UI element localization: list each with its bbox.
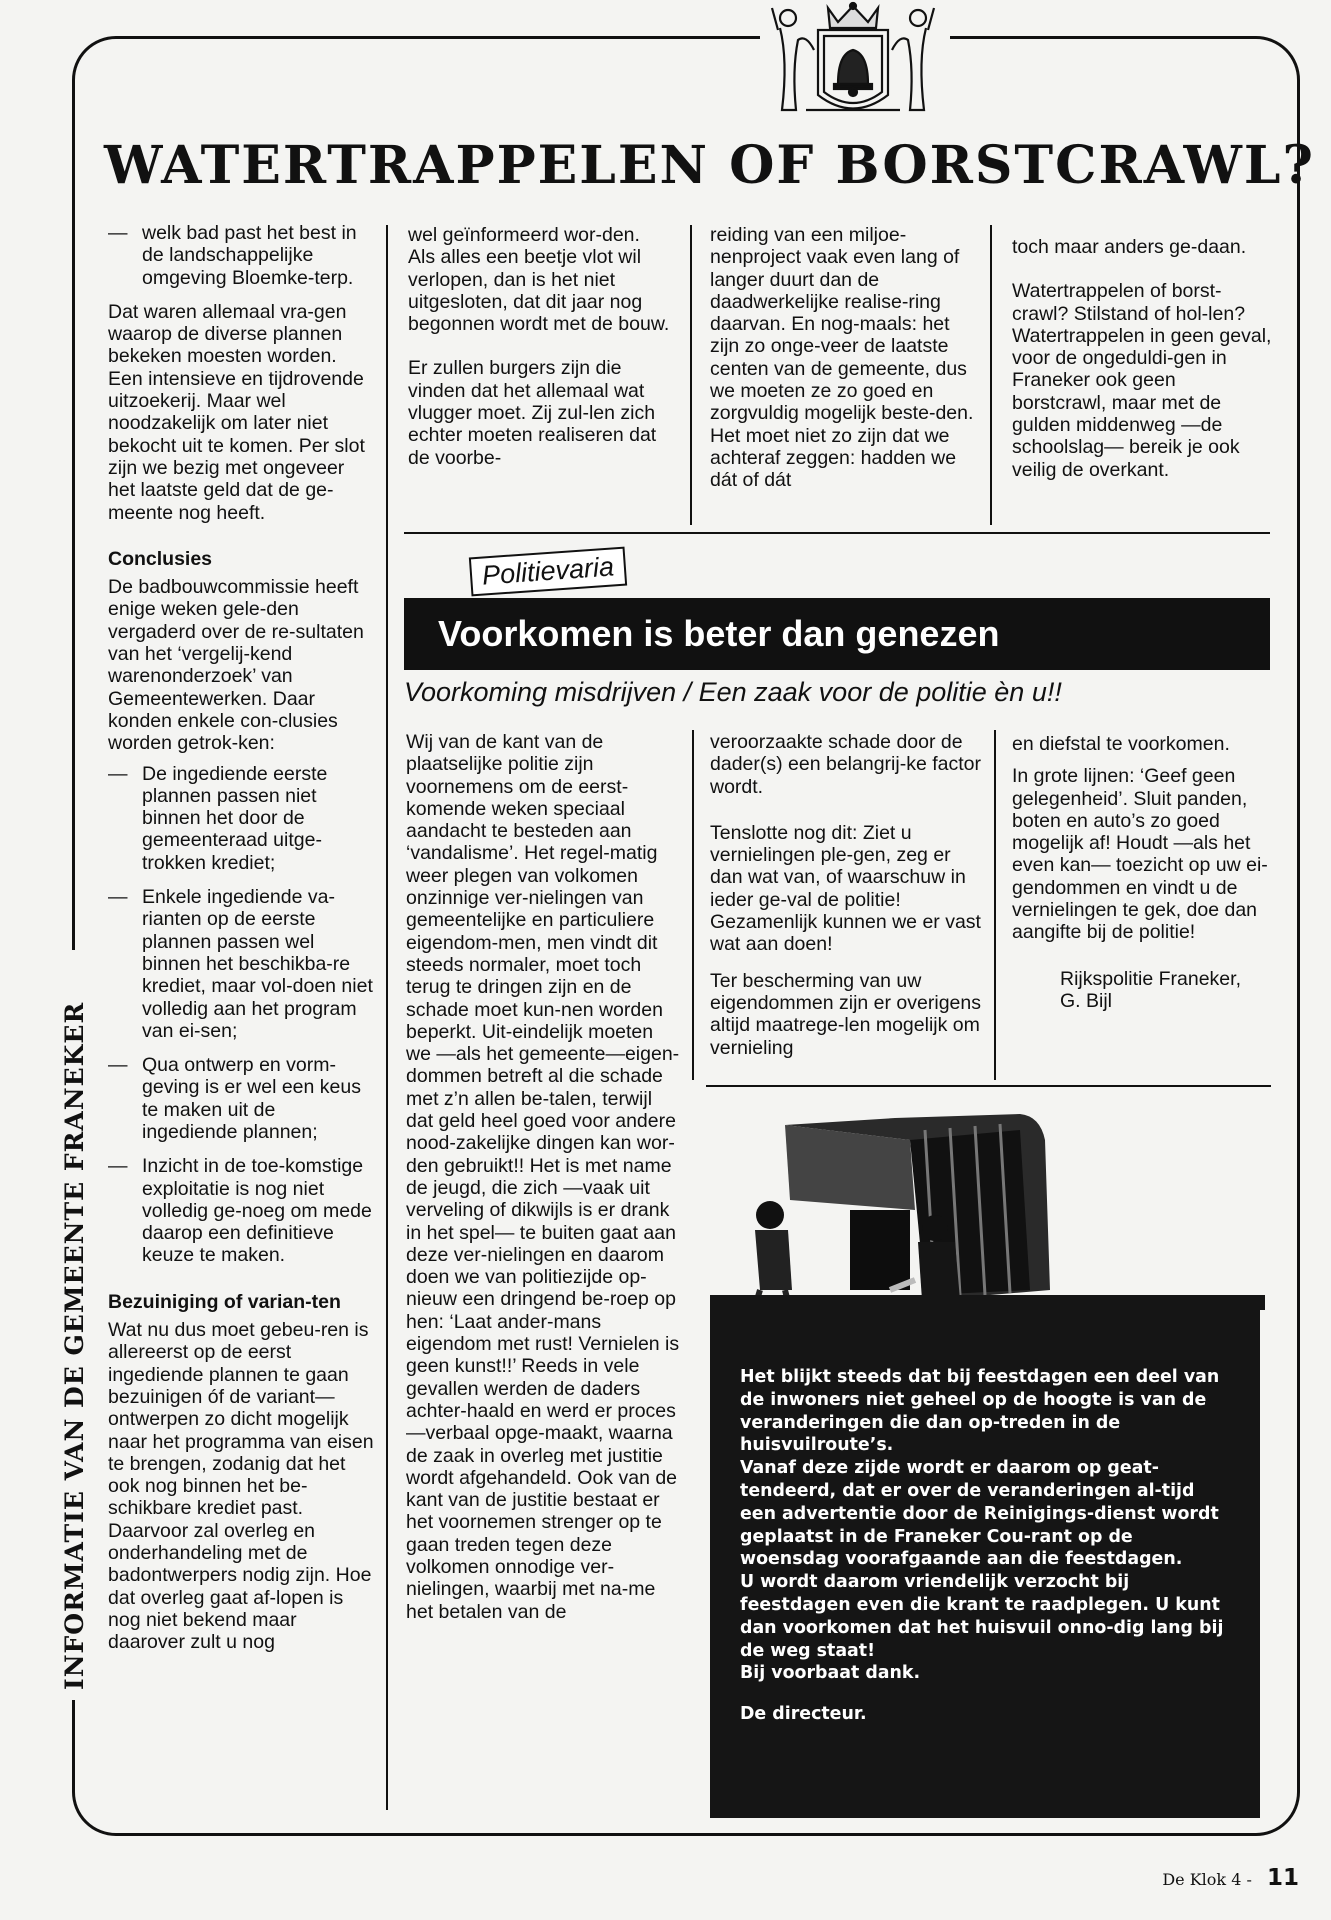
column-4-top xyxy=(1012,236,1274,493)
column-2-top xyxy=(408,224,678,481)
section-divider xyxy=(404,532,1270,534)
col2-paragraph: wel geïnformeerd wor-den. xyxy=(408,224,640,246)
column-divider xyxy=(994,730,996,1080)
col4-paragraph: toch maar anders ge-daan. xyxy=(1012,236,1247,258)
col1-heading-conclusies: Conclusies xyxy=(108,547,213,570)
police-paragraph: veroorzaakte schade door de dader(s) een belangrij-ke factor wordt. xyxy=(710,731,981,798)
column-1 xyxy=(108,222,376,1666)
police-paragraph: In grote lijnen: ‘Geef geen gelegenheid’. Sluit panden, boten en auto’s zo goed mogelijk af! Houdt —als het even kan— toezicht op uw ei-gendommen en vindt u de vernielingen te gek, doe dan aangifte bij de politie! xyxy=(1012,765,1268,944)
notice-paragraph: Het blijkt steeds dat bij feestdagen een deel van de inwoners niet geheel op de hoogte is van de veranderingen die dan op-treden in de huisvuilroute’s. xyxy=(740,1367,1220,1456)
footer-separator: - xyxy=(1246,1870,1252,1889)
police-column-3 xyxy=(710,731,986,1071)
col3-paragraph: reiding van een miljoe-nenproject vaak even lang of langer duurt dan de daadwerkelijke realise-ring daarvan. En nog-maals: het zijn zo onge-veer de laatste centen van de gemeente, dus we moeten ze zo goed en zorgvuldig mogelijk beste-den. Het moet niet zo zijn dat we achteraf zeggen: hadden we dát of dát xyxy=(710,224,974,492)
police-paragraph: Tenslotte nog dit: Ziet u vernielingen ple-gen, zeg er dan wat van, of waarschuw in ieder ge-val de politie! Gezamenlijk kunnen we er vast wat aan doen! xyxy=(710,821,981,956)
police-paragraph: Wij van de kant van de plaatselijke politie zijn voornemens om de eerst-komende weken speciaal aandacht te besteden aan ‘vandalisme’. Het regel-matig weer plegen van volkomen onzinnige ver-nielingen van gemeentelijke en particuliere eigendom-men, men vindt dit steeds normaler, moet toch terug te dringen zijn en de schade moet kun-nen worden beperkt. Uit-eindelijk moeten we —als het gemeente—eigen-dommen betreft al die schade met z’n allen be-talen, terwijl dat geld heel goed voor andere nood-zakelijke dingen kan wor-den gebruikt!! Het is met name de jeugd, die zich —vaak uit verveling of dikwijls is er drank in het spel— te buiten gaat aan deze ver-nielingen en daarom doen we van politiezijde op-nieuw een dringend be-roep op hen: ‘Laat ander-mans eigendom met rust! Vernielen is geen kunst!!’ Reeds in vele gevallen werden de daders achter-haald en werd er proces—verbaal opge-maakt, waarna de zaak in overleg met justitie wordt afgehandeld. Ook van de kant van de justitie bestaat er het voornemen strenger op te gaan treden tegen deze volkomen onnodige ver-nielingen, waarbij met na-me het betalen van de xyxy=(406,731,680,1623)
notice-paragraph: Vanaf deze zijde wordt er daarom op geat-tendeerd, dat er over de veranderingen al-tijd een advertentie door de Reinigings-dienst wordt geplaatst in de Franeker Cou-rant op de woensdag voorafgaande aan die feestdagen. xyxy=(740,1458,1219,1570)
column-3-top xyxy=(710,224,982,504)
side-title: INFORMATIE VAN DE GEMEENTE FRANEKER xyxy=(60,1001,89,1690)
waste-collection-notice xyxy=(710,1310,1260,1818)
col2-paragraph: Als alles een beetje vlot wil verlopen, dan is het niet uitgesloten, dat dit jaar nog begonnen wordt met de bouw. xyxy=(408,246,670,336)
column-divider xyxy=(386,225,388,1810)
column-divider xyxy=(692,730,694,1080)
police-signature: Rijkspolitie Franeker, xyxy=(1060,967,1241,990)
col1-bullet: — Inzicht in de toe-komstige exploitatie is nog niet volledig ge-noeg om mede daarop een definitieve keuze te maken. xyxy=(108,1155,376,1266)
col2-paragraph: Er zullen burgers zijn die vinden dat het allemaal wat vlugger moet. Zij zul-len zich echter moeten realiseren dat de voorbe- xyxy=(408,357,657,469)
col1-bullet: — De ingediende eerste plannen passen niet binnen het door de gemeenteraad uitge-trokken krediet; xyxy=(108,763,376,874)
col1-paragraph: Dat waren allemaal vra-gen waarop de diverse plannen bekeken moesten worden. Een intensieve en tijdrovende uitzoekerij. Maar wel noodzakelijk om later niet bekocht uit te komen. Per slot zijn we bezig met ongeveer het laatste geld dat de ge-meente nog heeft. xyxy=(108,300,365,524)
notice-signature: De directeur. xyxy=(740,1704,867,1725)
magazine-name: De Klok 4 xyxy=(1162,1870,1242,1889)
column-divider xyxy=(990,225,992,525)
col4-paragraph: Watertrappelen of borst-crawl? Stilstand of hol-len? xyxy=(1012,280,1246,325)
police-signature: G. Bijl xyxy=(1060,989,1113,1012)
col1-intro: — welk bad past het best in de landschappelijke omgeving Bloemke-terp. xyxy=(108,222,376,289)
police-paragraph: en diefstal te voorkomen. xyxy=(1012,733,1230,755)
column-divider xyxy=(690,225,692,525)
police-paragraph: Ter bescherming van uw eigendommen zijn er overigens altijd maatrege-len mogelijk om vernieling xyxy=(710,969,981,1059)
col4-paragraph: Watertrappelen in geen geval, voor de ongeduldi-gen in Franeker ook geen borstcrawl, maar met de gulden middenweg —de schoolslag— bereik je ook veilig de overkant. xyxy=(1012,324,1272,481)
police-banner: Voorkomen is beter dan genezen xyxy=(404,598,1270,670)
page-number: 11 xyxy=(1266,1865,1299,1891)
col1-paragraph: De badbouwcommissie heeft enige weken gele-den vergaderd over de re-sultaten van het ‘vergelij-kend warenonderzoek’ van Gemeentewerken. Daar konden enkele con-clusies worden getrok-ken: xyxy=(108,576,364,755)
notice-paragraph: Bij voorbaat dank. xyxy=(740,1663,921,1684)
col1-paragraph: Wat nu dus moet gebeu-ren is allereerst op de eerst ingediende plannen te gaan bezuinigen óf de variant—ontwerpen zo dicht mogelijk naar het programma van eisen te brengen, zodanig dat het ook nog binnen het be-schikbare krediet past. Daarvoor zal overleg en onderhandeling met de badontwerpers nodig zijn. Hoe dat overleg gaat af-lopen is nog niet bekend maar daarover zult u nog xyxy=(108,1319,374,1654)
section-divider xyxy=(706,1085,1271,1087)
notice-paragraph: U wordt daarom vriendelijk verzocht bij feestdagen even die krant te raadplegen. U kunt dan voorkomen dat het huisvuil onno-dig lang bij de weg staat! xyxy=(740,1572,1224,1661)
col1-heading-bezuiniging: Bezuiniging of varian-ten xyxy=(108,1290,341,1313)
police-column-2 xyxy=(406,731,680,1635)
page-footer xyxy=(1162,1865,1299,1891)
section-tag: Politievaria xyxy=(469,547,627,597)
col1-bullet: — Enkele ingediende va-rianten op de eerste plannen passen wel binnen het beschikba-re krediet, maar vol-doen niet volledig aan het program van ei-sen; xyxy=(108,886,376,1042)
col1-bullet: — Qua ontwerp en vorm-geving is er wel een keus te maken uit de ingediende plannen; xyxy=(108,1054,376,1143)
police-column-4 xyxy=(1012,733,1274,1012)
headline: WATERTRAPPELEN OF BORSTCRAWL? xyxy=(104,135,1315,196)
garbage-truck-photo xyxy=(710,1100,1265,1310)
franeker-crest-icon xyxy=(758,0,948,124)
police-subhead: Voorkoming misdrijven / Een zaak voor de politie èn u!! xyxy=(404,677,1062,707)
